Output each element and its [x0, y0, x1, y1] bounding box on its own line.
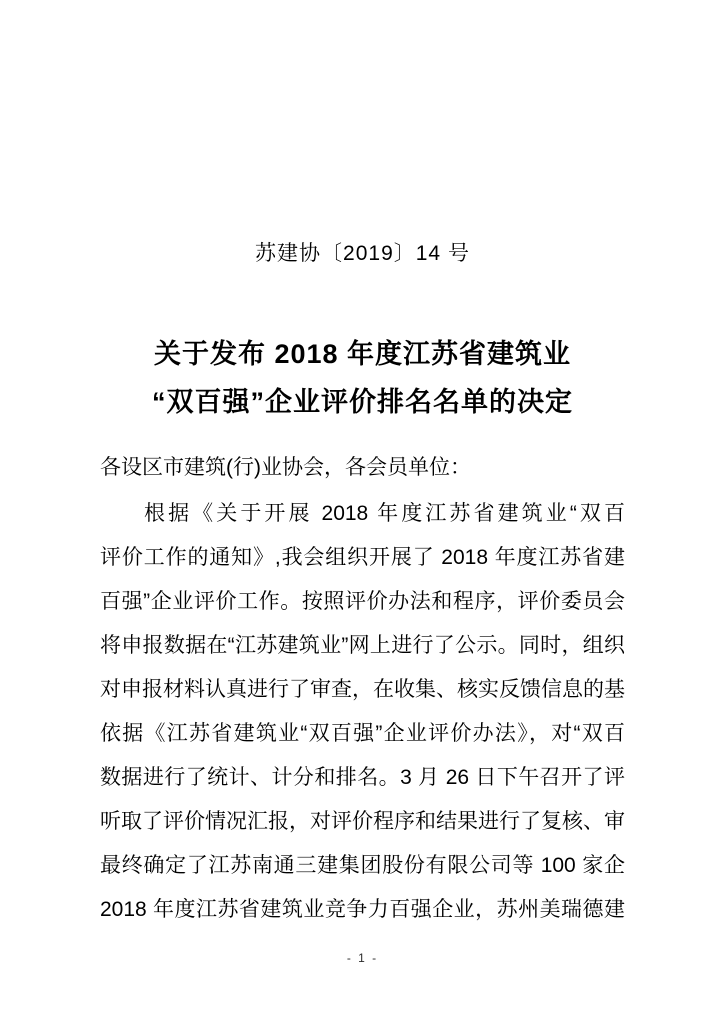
body-line-4: 将申报数据在“江苏建筑业”网上进行了公示。同时，组织 — [100, 634, 625, 657]
body-paragraph — [100, 492, 625, 932]
document-number: 苏建协〔2019〕14 号 — [255, 242, 470, 265]
document-title-line2: “双百强”企业评价排名名单的决定 — [152, 387, 573, 417]
body-line-8: 听取了评价情况汇报，对评价程序和结果进行了复核、审 — [100, 810, 625, 833]
page-number: - 1 - — [346, 951, 379, 965]
body-line-2: 评价工作的通知》,我会组织开展了 2018 年度江苏省建 — [100, 546, 625, 569]
body-line-1: 根据《关于开展 2018 年度江苏省建筑业“双百 — [144, 502, 625, 525]
body-line-10: 2018 年度江苏省建筑业竞争力百强企业，苏州美瑞德建 — [100, 898, 625, 921]
body-line-6: 依据《江苏省建筑业“双百强”企业评价办法》，对“双百 — [100, 722, 625, 745]
body-line-7: 数据进行了统计、计分和排名。3 月 26 日下午召开了评 — [100, 766, 625, 789]
body-line-3: 百强”企业评价工作。按照评价办法和程序，评价委员会 — [100, 590, 625, 613]
body-line-9: 最终确定了江苏南通三建集团股份有限公司等 100 家企 — [100, 854, 625, 877]
document-title — [0, 330, 725, 426]
document-title-line1: 关于发布 2018 年度江苏省建筑业 — [153, 339, 572, 369]
salutation-line: 各设区市建筑(行)业协会，各会员单位： — [100, 456, 471, 479]
body-line-5: 对申报材料认真进行了审查，在收集、核实反馈信息的基 — [100, 678, 625, 701]
